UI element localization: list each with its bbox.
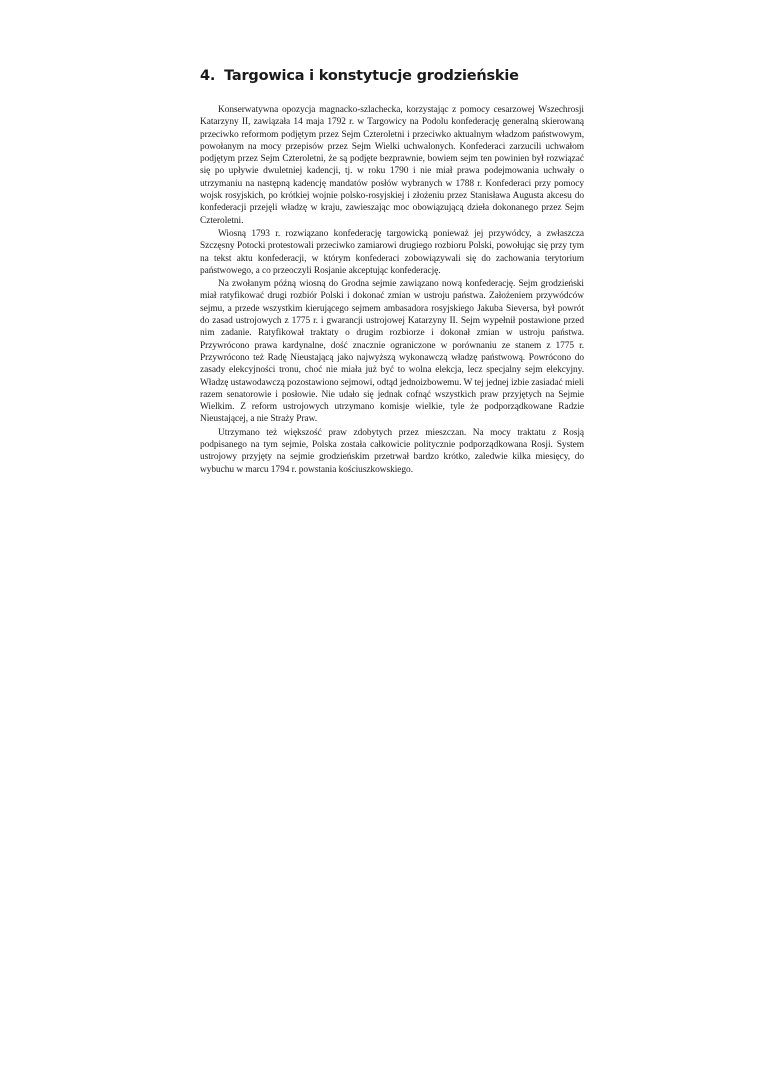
paragraph-3: Na zwołanym późną wiosną do Grodna sejmie zawiązano nową konfederację. Sejm grodzieński miał ratyfikować drugi rozbiór Polski i dokonać zmian w ustroju państwa. Założeniem przywódców sejmu, a przede wszystkim kierującego sejmem ambasadora rosyjskiego Jakuba Sieversa, był powrót do zasad ustrojowych z 1775 r. i gwarancji ustrojowej Katarzyny II. Sejm wypełnił postawione przed nim zadanie. Ratyfikował traktaty o drugim rozbiorze i dokonał zmian w ustroju państwa. Przywrócono prawa kardynalne, dość znacznie ograniczone w porównaniu ze stanem z 1775 r. Przywrócono też Radę Nieustającą jako najwyższą wykonawczą władzę państwową. Powrócono do zasady elekcyjności tronu, choć nie miała już być to wolna elekcja, lecz specjalny sejm elekcyjny. Władzę ustawodawczą pozostawiono sejmowi, odtąd jednoizbowemu. W tej jednej izbie zasiadać mieli razem senatorowie i posłowie. Nie udało się jednak cofnąć wszystkich praw przyjętych na Sejmie Wielkim. Z reform ustrojowych utrzymano komisje wielkie, tyle że podporządkowane Radzie Nieustającej, a nie Straży Praw.: [200, 279, 584, 425]
document-page: [200, 68, 584, 476]
section-heading: [200, 68, 584, 84]
paragraph-2: Wiosną 1793 r. rozwiązano konfederację targowicką ponieważ jej przywódcy, a zwłaszcza Szczęsny Potocki protestowali przeciwko zamiarowi drugiego rozbioru Polski, powołując się przy tym na tekst aktu konfederacji, w którym konfederaci zobowiązywali się do zachowania terytorium państwowego, a co przeoczyli Rosjanie akceptując konfederację.: [200, 228, 584, 276]
paragraph-4: Utrzymano też większość praw zdobytych przez mieszczan. Na mocy traktatu z Rosją podpisanego na tym sejmie, Polska została całkowicie politycznie podporządkowana Rosji. System ustrojowy przyjęty na sejmie grodzieńskim przetrwał bardzo krótko, zaledwie kilka miesięcy, do wybuchu w marcu 1794 r. powstania kościuszkowskiego.: [200, 427, 584, 475]
section-number: 4.: [200, 68, 216, 84]
section-title: Targowica i konstytucje grodzieńskie: [224, 68, 519, 84]
paragraph-1: Konserwatywna opozycja magnacko-szlachecka, korzystając z pomocy cesarzowej Wszechrosji Katarzyny II, zawiązała 14 maja 1792 r. w Targowicy na Podolu konfederację generalną skierowaną przeciwko reformom podjętym przez Sejm Czteroletni i przeciwko aktualnym władzom państwowym, powołanym na mocy przepisów przez Sejm Wielki uchwalonych. Konfederaci zarzucili uchwałom podjętym przez Sejm Czteroletni, że są podjęte bezprawnie, bowiem sejm ten powinien był rozwiązać się po upływie dwuletniej kadencji, tj. w roku 1790 i nie miał prawa podejmowania uchwały o utrzymaniu na następną kadencję mandatów posłów wybranych w 1788 r. Konfederaci przy pomocy wojsk rosyjskich, po krótkiej wojnie polsko-rosyjskiej i złożeniu przez Stanisława Augusta akcesu do konfederacji przejęli władzę w kraju, zawieszając moc obowiązującą dzieła dokonanego przez Sejm Czteroletni.: [200, 105, 584, 226]
